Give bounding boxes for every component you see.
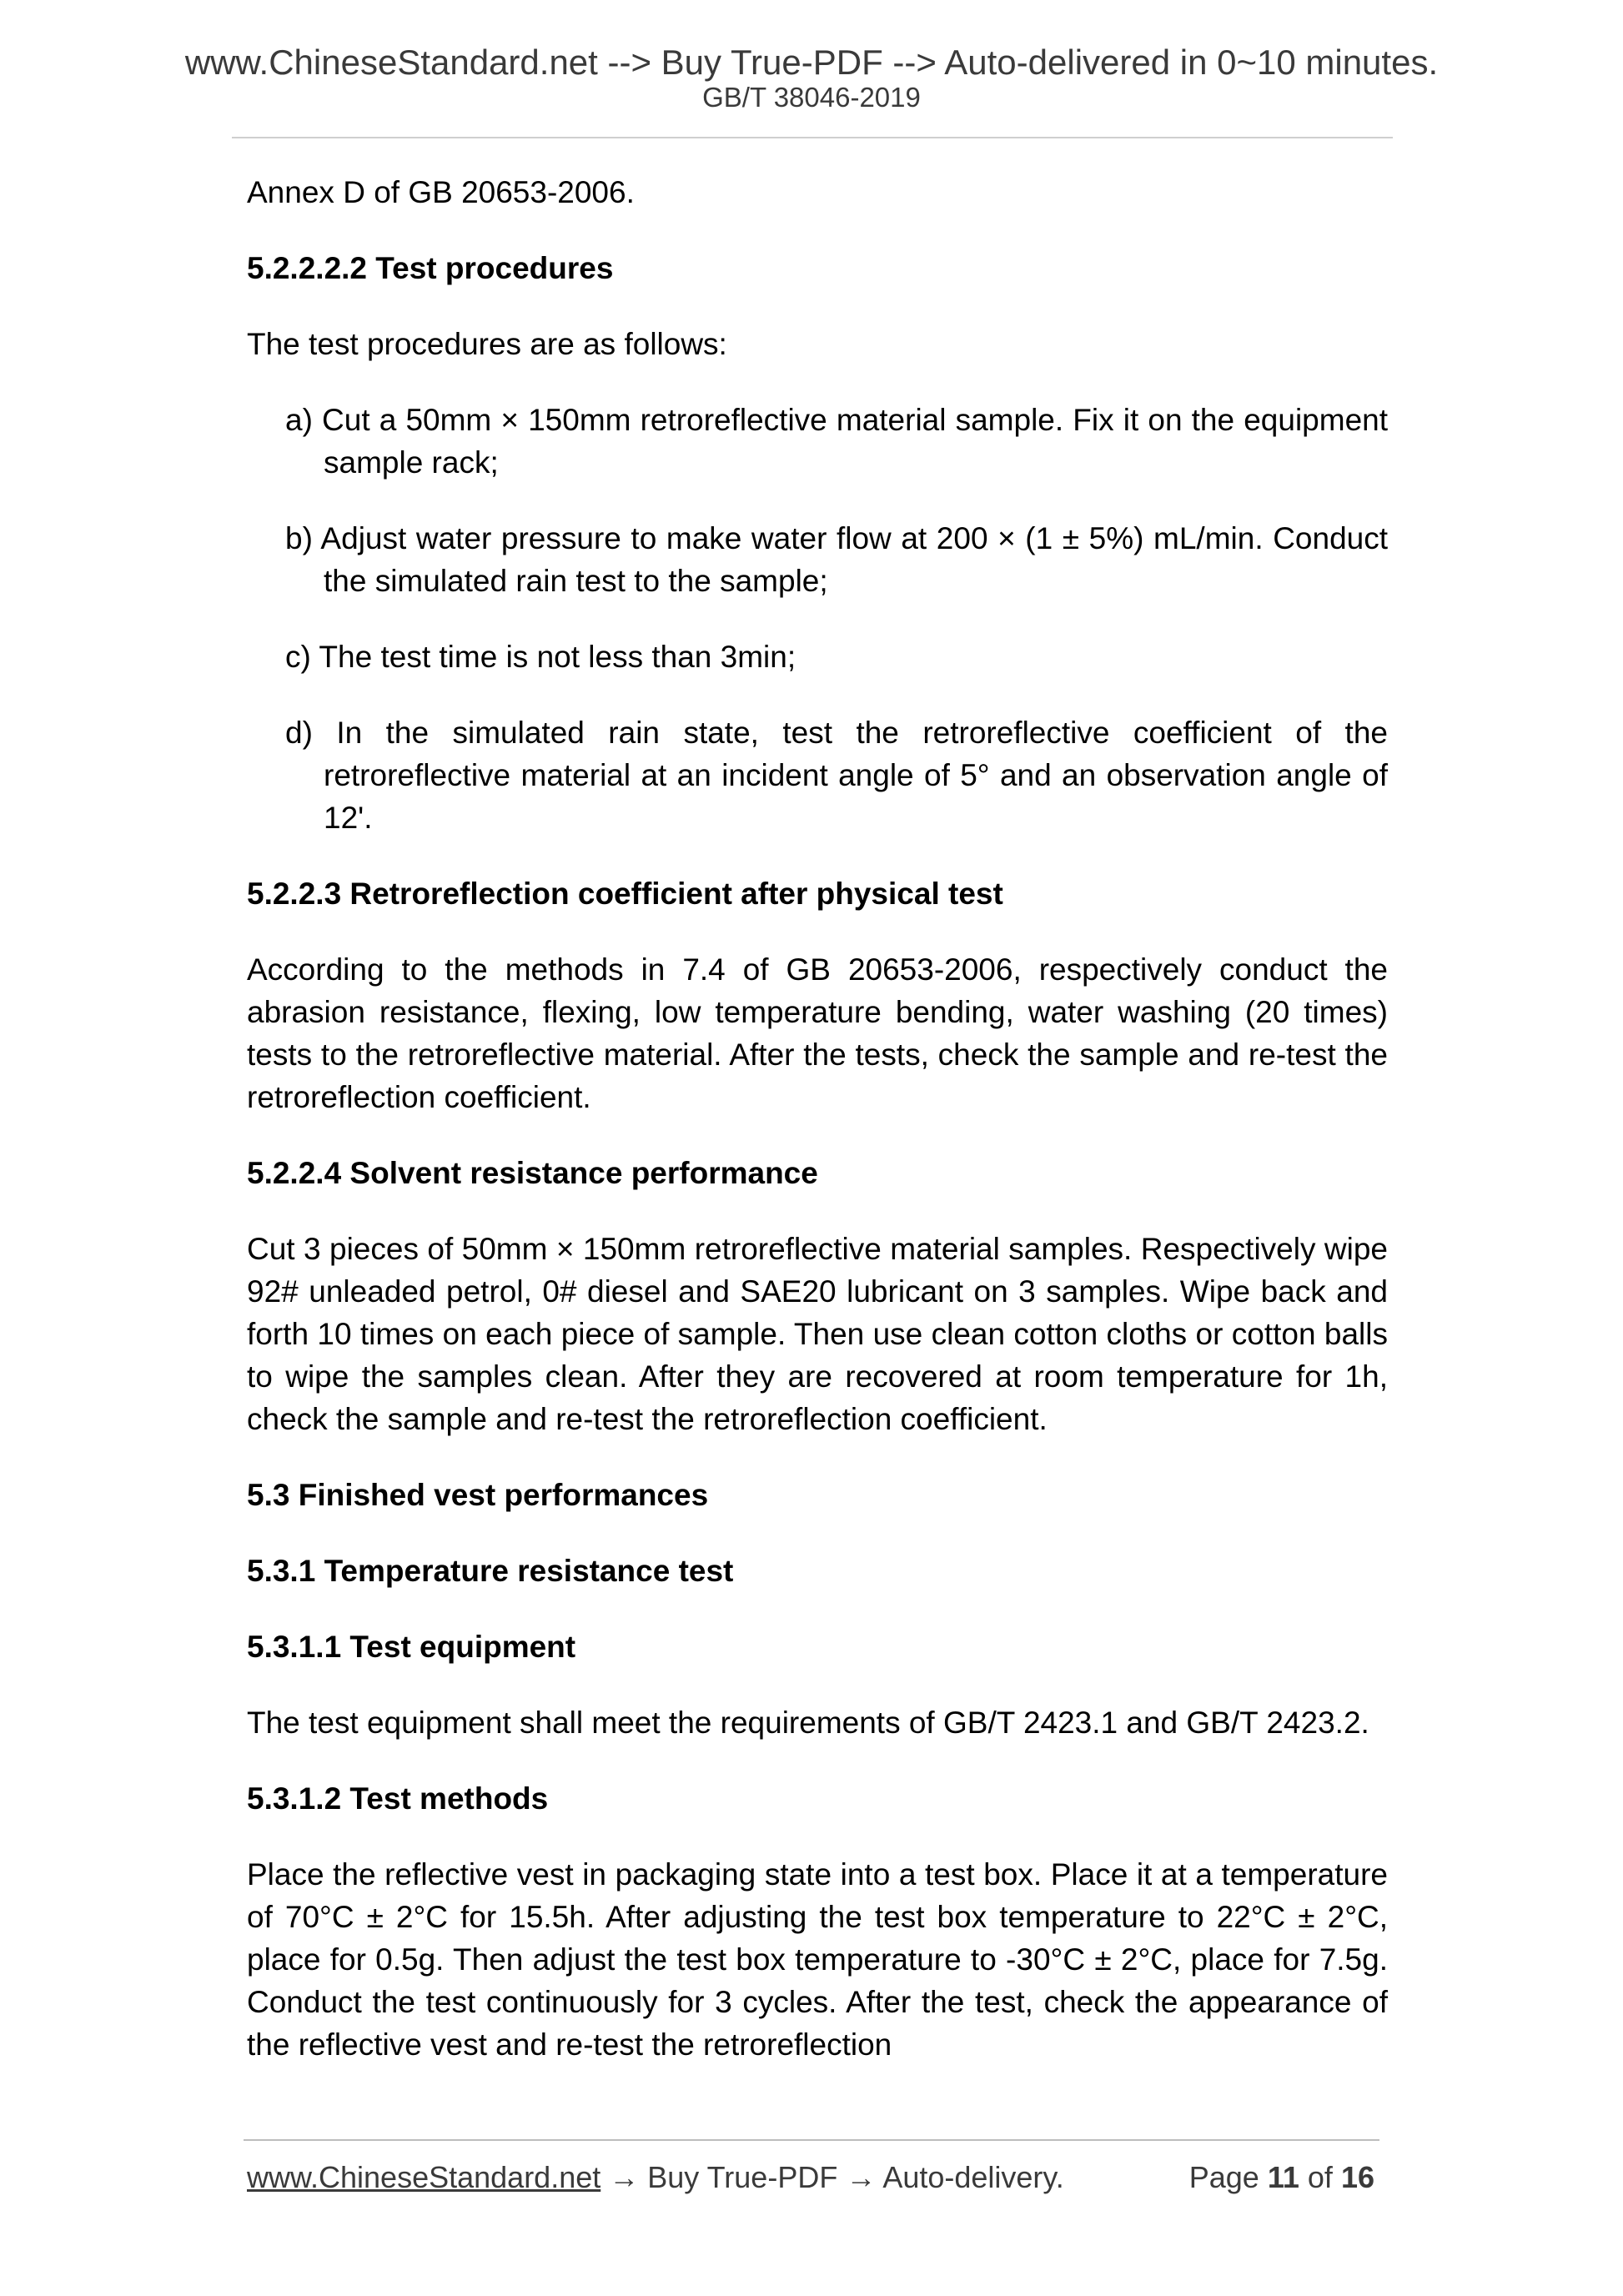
heading-5-3-1-1: 5.3.1.1 Test equipment xyxy=(247,1630,576,1664)
heading-5-3-1: 5.3.1 Temperature resistance test xyxy=(247,1554,734,1588)
paragraph-procedures-intro: The test procedures are as follows: xyxy=(247,327,727,361)
footer-divider xyxy=(244,2139,1379,2141)
paragraph-test-methods: Place the reflective vest in packaging state into a test box. Place it at a temperature of 70°C ± 2°C for 15.5h. After adjusting the test box temperature to 22°C ± 2°C, place for 0.5g. Then adjust the test box temperature to -30°C ± 2°C, place for 7.5g. Conduct the test continuously for 3 cycles. After the test, check the appearance of the reflective vest and re-test the retroreflection xyxy=(247,1857,1388,2062)
document-code: GB/T 38046-2019 xyxy=(702,82,921,113)
list-item-b: b) Adjust water pressure to make water flow at 200 × (1 ± 5%) mL/min. Conduct the simulated rain test to the sample; xyxy=(285,521,1388,598)
paragraph-physical-test: According to the methods in 7.4 of GB 20653-2006, respectively conduct the abrasion resistance, flexing, low temperature bending, water washing (20 times) tests to the retroreflective material. After the tests, check the sample and re-test the retroreflection coefficient. xyxy=(247,952,1388,1114)
paragraph-solvent-resistance: Cut 3 pieces of 50mm × 150mm retroreflective material samples. Respectively wipe 92# unleaded petrol, 0# diesel and SAE20 lubricant on 3 samples. Wipe back and forth 10 times on each piece of sample. Then use clean cotton cloths or cotton balls to wipe the samples clean. After they are recovered at room temperature for 1h, check the sample and re-test the retroreflection coefficient. xyxy=(247,1232,1388,1436)
footer-site-link[interactable]: www.ChineseStandard.net xyxy=(247,2160,601,2194)
heading-5-3: 5.3 Finished vest performances xyxy=(247,1478,709,1512)
paragraph-annex-reference: Annex D of GB 20653-2006. xyxy=(247,175,635,209)
heading-5-2-2-4: 5.2.2.4 Solvent resistance performance xyxy=(247,1156,818,1190)
header-divider xyxy=(232,137,1393,138)
footer-promo xyxy=(247,2158,1064,2197)
list-item-c: c) The test time is not less than 3min; xyxy=(285,640,796,674)
list-item-d: d) In the simulated rain state, test the retroreflective coefficient of the retroreflective material at an incident angle of 5° and an observation angle of 12'. xyxy=(285,716,1388,835)
current-page-number: 11 xyxy=(1267,2160,1299,2194)
heading-5-2-2-3: 5.2.2.3 Retroreflection coefficient after physical test xyxy=(247,877,1003,911)
heading-5-2-2-2-2: 5.2.2.2.2 Test procedures xyxy=(247,251,614,285)
page-content xyxy=(247,171,1388,2099)
page-label: Page xyxy=(1188,2160,1259,2194)
heading-5-3-1-2: 5.3.1.2 Test methods xyxy=(247,1781,549,1816)
footer-promo-text: → Buy True-PDF → Auto-delivery. xyxy=(600,2160,1064,2194)
list-item-a: a) Cut a 50mm × 150mm retroreflective material sample. Fix it on the equipment sample rack; xyxy=(285,403,1388,480)
page-indicator xyxy=(1189,2158,1374,2197)
top-banner: www.ChineseStandard.net --> Buy True-PDF --> Auto-delivered in 0~10 minutes. xyxy=(184,43,1439,82)
total-pages-number: 16 xyxy=(1340,2160,1374,2194)
paragraph-test-equipment: The test equipment shall meet the requirements of GB/T 2423.1 and GB/T 2423.2. xyxy=(247,1706,1369,1740)
of-label: of xyxy=(1307,2160,1333,2194)
